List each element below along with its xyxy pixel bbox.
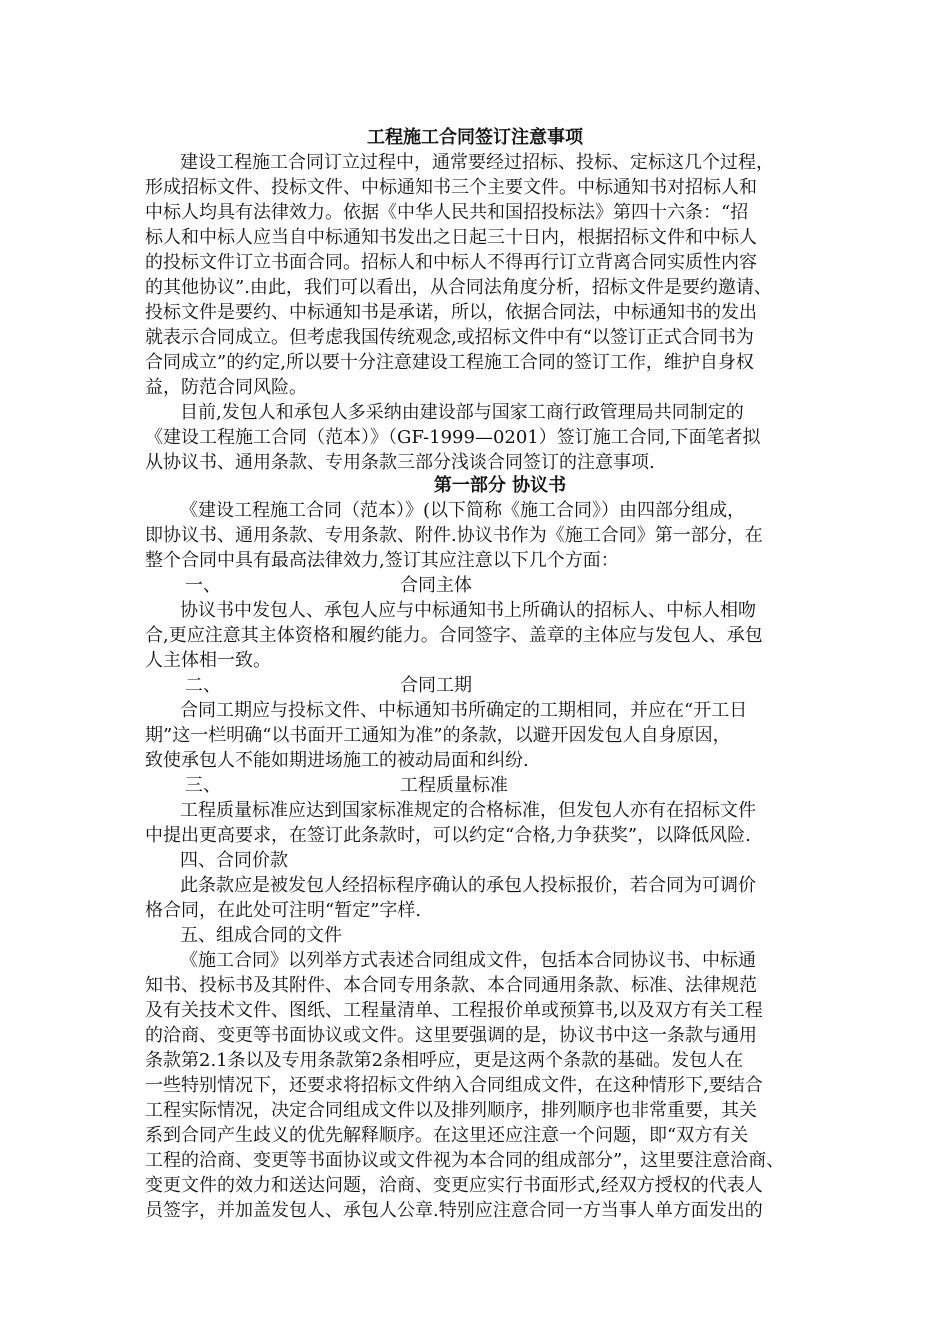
- section-line: 知书、投标书及其附件、本合同专用条款、本合同通用条款、标准、法律规范: [145, 975, 757, 996]
- part1-intro-line: 整个合同中具有最高法律效力,签订其应注意以下几个方面：: [145, 550, 619, 571]
- para2-line: 从协议书、通用条款、专用条款三部分浅谈合同签订的注意事项.: [145, 452, 655, 473]
- section-line: 及有关技术文件、图纸、工程量清单、工程报价单或预算书,以及双方有关工程: [145, 1000, 763, 1021]
- section-line: 协议书中发包人、承包人应与中标通知书上所确认的招标人、中标人相吻: [180, 600, 756, 621]
- part1-title: 第一部分 协议书: [433, 475, 567, 496]
- intro-line: 建设工程施工合同订立过程中，通常要经过招标、投标、定标这几个过程，: [180, 152, 774, 173]
- section-line: 合,更应注意其主体资格和履约能力。合同签字、盖章的主体应与发包人、承包: [145, 625, 763, 646]
- section-line: 此条款应是被发包人经招标程序确认的承包人投标报价，若合同为可调价: [180, 875, 756, 896]
- section-line: 工程的洽商、变更等书面协议或文件视为本合同的组成部分”，这里要注意洽商、: [145, 1150, 785, 1171]
- intro-line: 形成招标文件、投标文件、中标通知书三个主要文件。中标通知书对招标人和: [145, 177, 757, 198]
- section-heading: 五、组成合同的文件: [180, 925, 342, 946]
- section-line: 期”这一栏明确“以书面开工通知为准”的条款，以避开因发包人自身原因，: [145, 725, 731, 746]
- intro-line: 合同成立”的约定,所以要十分注意建设工程施工合同的签订工作，维护自身权: [145, 352, 754, 373]
- section-line: 致使承包人不能如期进场施工的被动局面和纠纷.: [145, 750, 529, 771]
- section-line: 工程质量标准应达到国家标准规定的合格标准，但发包人亦有在招标文件: [180, 800, 756, 821]
- section-line: 格合同，在此处可注明“暂定”字样.: [145, 900, 422, 921]
- intro-line: 就表示合同成立。但考虑我国传统观念,或招标文件中有“以签订正式合同书为: [145, 327, 754, 348]
- section-line: 系到合同产生歧义的优先解释顺序。在这里还应注意一个问题，即“双方有关: [145, 1125, 749, 1146]
- para2-line: 《建设工程施工合同（范本）》（GF-1999—0201）签订施工合同,下面笔者拟: [145, 427, 761, 448]
- intro-line: 的投标文件订立书面合同。招标人和中标人不得再行订立背离合同实质性内容: [145, 252, 757, 273]
- intro-line: 的其他协议”.由此，我们可以看出，从合同法角度分析，招标文件是要约邀请、: [145, 277, 772, 298]
- section-heading: 合同主体: [400, 575, 472, 596]
- section-heading: 合同工期: [400, 675, 472, 696]
- section-line: 人主体相一致。: [145, 650, 271, 671]
- section-number: 二、: [185, 675, 221, 696]
- intro-line: 中标人均具有法律效力。依据《中华人民共和国招投标法》第四十六条：“招: [145, 202, 749, 223]
- section-line: 中提出更高要求，在签订此条款时，可以约定“合格,力争获奖”，以降低风险.: [145, 825, 751, 846]
- section-line: 《施工合同》以列举方式表述合同组成文件，包括本合同协议书、中标通: [180, 950, 756, 971]
- section-heading: 四、合同价款: [180, 850, 288, 871]
- intro-line: 投标文件是要约、中标通知书是承诺，所以，依据合同法，中标通知书的发出: [145, 302, 757, 323]
- para2-line: 目前,发包人和承包人多采纳由建设部与国家工商行政管理局共同制定的: [180, 402, 744, 423]
- intro-line: 益，防范合同风险。: [145, 377, 307, 398]
- page-title: 工程施工合同签订注意事项: [367, 127, 583, 148]
- intro-line: 标人和中标人应当自中标通知书发出之日起三十日内，根据招标文件和中标人: [145, 227, 757, 248]
- section-line: 的洽商、变更等书面协议或文件。这里要强调的是，协议书中这一条款与通用: [145, 1025, 757, 1046]
- part1-intro-line: 《建设工程施工合同（范本）》(以下简称《施工合同》）由四部分组成，: [180, 500, 746, 521]
- section-line: 工程实际情况，决定合同组成文件以及排列顺序，排列顺序也非常重要，其关: [145, 1100, 757, 1121]
- section-line: 员签字，并加盖发包人、承包人公章.特别应注意合同一方当事人单方面发出的: [145, 1200, 763, 1221]
- section-heading: 工程质量标准: [400, 775, 508, 796]
- section-number: 一、: [185, 575, 221, 596]
- section-line: 变更文件的效力和送达问题，洽商、变更应实行书面形式,经双方授权的代表人: [145, 1175, 763, 1196]
- section-line: 一些特别情况下，还要求将招标文件纳入合同组成文件，在这种情形下,要结合: [145, 1075, 763, 1096]
- section-number: 三、: [185, 775, 221, 796]
- part1-intro-line: 即协议书、通用条款、专用条款、附件.协议书作为《施工合同》第一部分，在: [145, 525, 763, 546]
- section-line: 条款第2.1条以及专用条款第2条相呼应，更是这两个条款的基础。发包人在: [145, 1050, 744, 1071]
- section-line: 合同工期应与投标文件、中标通知书所确定的工期相同，并应在“开工日: [180, 700, 748, 721]
